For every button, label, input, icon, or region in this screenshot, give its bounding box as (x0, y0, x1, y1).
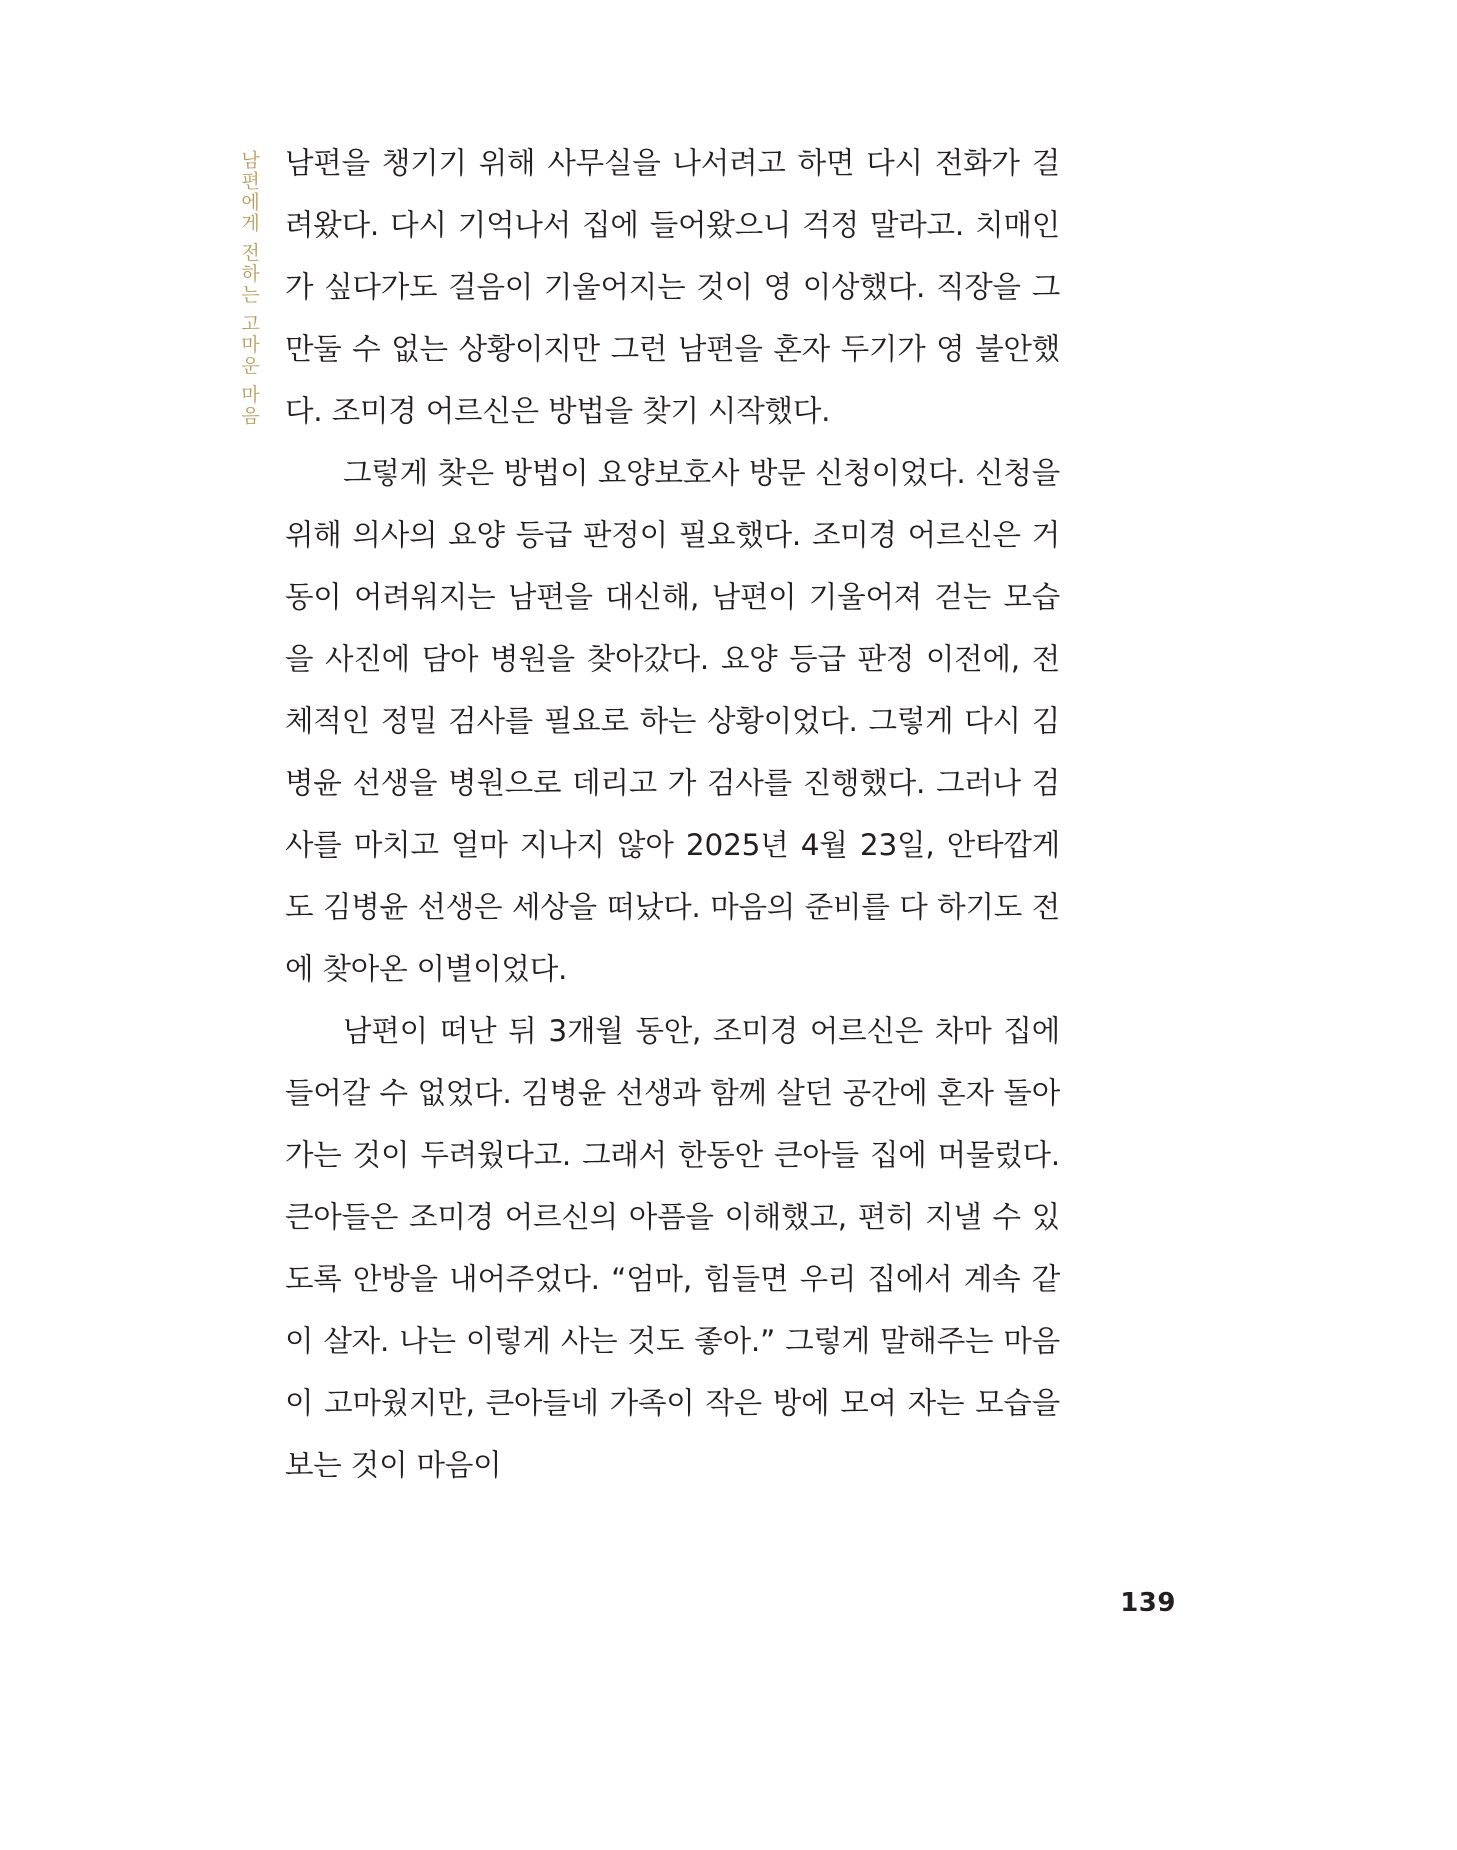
paragraph: 남편이 떠난 뒤 3개월 동안, 조미경 어르신은 차마 집에 들어갈 수 없었다. 김병윤 선생과 함께 살던 공간에 혼자 돌아가는 것이 두려웠다고. 그래서 한동안 큰아들 집에 머물렀다. 큰아들은 조미경 어르신의 아픔을 이해했고, 편히 지낼 수 있도록 안방을 내어주었다. “엄마, 힘들면 우리 집에서 계속 같이 살자. 나는 이렇게 사는 것도 좋아.” 그렇게 말해주는 마음이 고마웠지만, 큰아들네 가족이 작은 방에 모여 자는 모습을 보는 것이 마음이 (285, 1014, 1060, 1482)
body-text-column (285, 132, 1060, 1496)
paragraph: 남편을 챙기기 위해 사무실을 나서려고 하면 다시 전화가 걸려왔다. 다시 기억나서 집에 들어왔으니 걱정 말라고. 치매인가 싶다가도 걸음이 기울어지는 것이 영 이상했다. 직장을 그만둘 수 없는 상황이지만 그런 남편을 혼자 두기가 영 불안했다. 조미경 어르신은 방법을 찾기 시작했다. (285, 146, 1060, 428)
paragraph: 그렇게 찾은 방법이 요양보호사 방문 신청이었다. 신청을 위해 의사의 요양 등급 판정이 필요했다. 조미경 어르신은 거동이 어려워지는 남편을 대신해, 남편이 기울어져 걷는 모습을 사진에 담아 병원을 찾아갔다. 요양 등급 판정 이전에, 전체적인 정밀 검사를 필요로 하는 상황이었다. 그렇게 다시 김병윤 선생을 병원으로 데리고 가 검사를 진행했다. 그러나 검사를 마치고 얼마 지나지 않아 2025년 4월 23일, 안타깝게도 김병윤 선생은 세상을 떠났다. 마음의 준비를 다 하기도 전에 찾아온 이별이었다. (285, 456, 1060, 986)
running-head: 남편에게 전하는 고마운 마음 (238, 150, 260, 427)
page-number: 139 (1120, 1588, 1176, 1618)
